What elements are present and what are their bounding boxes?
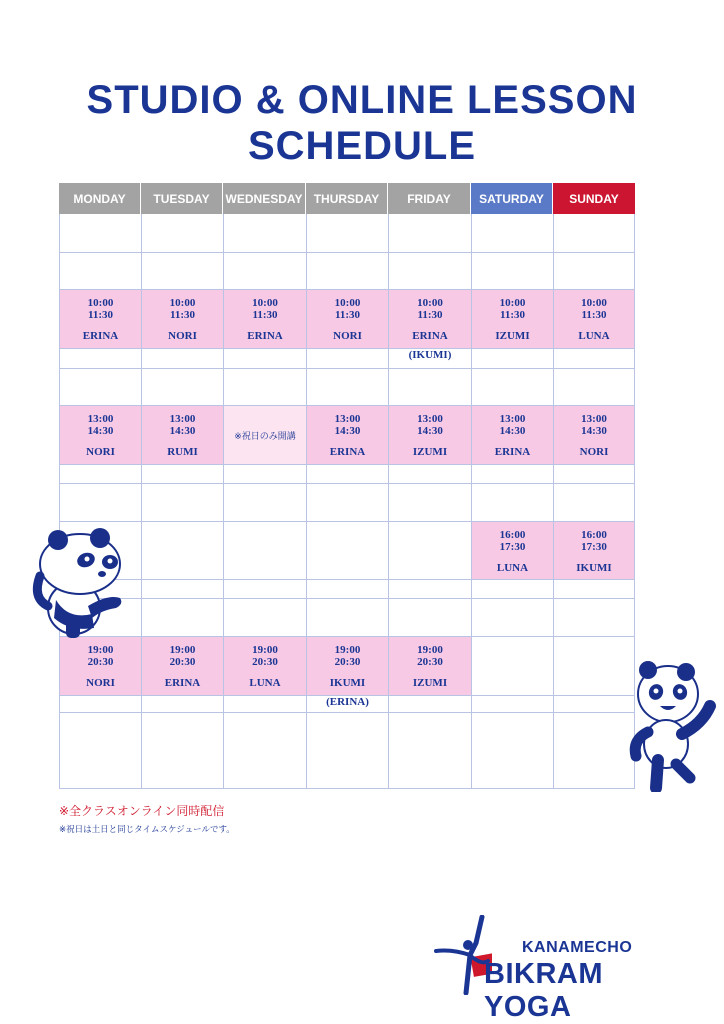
class-slot xyxy=(389,637,471,695)
grid-line xyxy=(59,368,635,369)
slot-instructor: NORI xyxy=(333,330,362,342)
slot-end: 20:30 xyxy=(252,656,278,668)
slot-end: 14:30 xyxy=(581,425,607,437)
slot-end: 14:30 xyxy=(169,425,196,437)
grid-line xyxy=(59,252,635,253)
slot-start: 10:00 xyxy=(87,297,114,309)
day-header-saturday: SATURDAY xyxy=(471,183,553,214)
slot-start: 10:00 xyxy=(169,297,196,309)
slot-end: 11:30 xyxy=(581,309,607,321)
panda-right-icon xyxy=(628,660,724,792)
slot-instructor: ERINA xyxy=(247,330,283,342)
slot-end: 17:30 xyxy=(499,541,526,553)
slot-end: 20:30 xyxy=(169,656,196,668)
slot-instructor: IZUMI xyxy=(412,677,448,689)
class-slot xyxy=(554,290,634,348)
grid-line xyxy=(59,598,635,599)
day-header-tuesday: TUESDAY xyxy=(141,183,223,214)
slot-end: 11:30 xyxy=(87,309,114,321)
slot-start: 19:00 xyxy=(417,644,443,656)
class-slot xyxy=(60,290,141,348)
slot-start: 10:00 xyxy=(417,297,443,309)
class-slot xyxy=(472,522,553,579)
slot-instructor: ERINA xyxy=(494,446,531,458)
slot-instructor: IKUMI xyxy=(576,562,612,574)
panda-left-icon xyxy=(28,528,128,640)
slot-instructor: IZUMI xyxy=(495,330,530,342)
slot-instructor: NORI xyxy=(86,677,115,689)
grid-line xyxy=(59,464,635,465)
class-slot xyxy=(307,406,388,464)
slot-start: 13:00 xyxy=(499,413,526,425)
yoga-pose-icon xyxy=(432,915,492,995)
day-header-monday: MONDAY xyxy=(59,183,141,214)
slot-start: 19:00 xyxy=(87,644,114,656)
schedule-grid xyxy=(59,183,635,789)
slot-instructor: RUMI xyxy=(167,446,198,458)
slot-start: 13:00 xyxy=(334,413,361,425)
substitute-instructor: (IKUMI) xyxy=(408,349,452,361)
slot-instructor: ERINA xyxy=(164,677,201,689)
studio-logo xyxy=(432,915,696,1023)
slot-end: 14:30 xyxy=(417,425,443,437)
slot-end: 11:30 xyxy=(169,309,196,321)
grid-line xyxy=(59,788,635,789)
slot-instructor: NORI xyxy=(168,330,197,342)
page-title: STUDIO & ONLINE LESSON xyxy=(86,78,638,122)
substitute-instructor: (ERINA) xyxy=(326,696,369,708)
slot-start: 19:00 xyxy=(252,644,278,656)
class-slot xyxy=(142,290,223,348)
slot-instructor: LUNA xyxy=(249,677,281,689)
slot-start: 19:00 xyxy=(169,644,196,656)
day-header-friday: FRIDAY xyxy=(388,183,471,214)
class-slot xyxy=(389,290,471,348)
slot-start: 19:00 xyxy=(334,644,361,656)
slot-end: 14:30 xyxy=(87,425,114,437)
grid-line xyxy=(59,483,635,484)
slot-start: 10:00 xyxy=(252,297,278,309)
day-header-thursday: THURSDAY xyxy=(306,183,388,214)
class-slot xyxy=(60,406,141,464)
slot-start: 13:00 xyxy=(87,413,114,425)
slot-end: 14:30 xyxy=(499,425,526,437)
slot-start: 16:00 xyxy=(499,529,526,541)
class-slot xyxy=(554,406,634,464)
holiday-schedule-note: ※祝日は土日と同じタイムスケジュールです。 xyxy=(59,825,235,835)
class-slot xyxy=(472,290,553,348)
class-slot xyxy=(142,406,223,464)
slot-end: 11:30 xyxy=(499,309,526,321)
slot-end: 17:30 xyxy=(581,541,607,553)
slot-end: 14:30 xyxy=(334,425,361,437)
slot-instructor: NORI xyxy=(86,446,115,458)
class-slot xyxy=(224,637,306,695)
class-slot xyxy=(307,637,388,695)
slot-instructor: IKUMI xyxy=(329,677,366,689)
page-title-line2: SCHEDULE xyxy=(247,124,477,168)
slot-instructor: NORI xyxy=(579,446,609,458)
slot-instructor: LUNA xyxy=(496,562,529,574)
grid-line xyxy=(59,712,635,713)
slot-end: 20:30 xyxy=(417,656,443,668)
slot-instructor: ERINA xyxy=(412,330,448,342)
class-slot xyxy=(472,406,553,464)
class-slot xyxy=(554,522,634,579)
holiday-only-note xyxy=(224,406,306,464)
class-slot xyxy=(307,290,388,348)
slot-start: 10:00 xyxy=(581,297,607,309)
day-header-wednesday: WEDNESDAY xyxy=(223,183,306,214)
class-slot xyxy=(60,637,141,695)
slot-start: 13:00 xyxy=(169,413,196,425)
slot-instructor: ERINA xyxy=(82,330,119,342)
grid-line xyxy=(59,348,635,349)
slot-end: 11:30 xyxy=(252,309,278,321)
day-header-sunday: SUNDAY xyxy=(553,183,635,214)
slot-start: 10:00 xyxy=(334,297,361,309)
slot-start: 13:00 xyxy=(417,413,443,425)
slot-instructor: IZUMI xyxy=(412,446,448,458)
slot-instructor: LUNA xyxy=(578,330,610,342)
slot-end: 11:30 xyxy=(417,309,443,321)
class-slot xyxy=(224,290,306,348)
slot-instructor: ERINA xyxy=(329,446,366,458)
class-slot xyxy=(389,406,471,464)
holiday-only-text: ※祝日のみ開講 xyxy=(234,431,296,442)
class-slot xyxy=(142,637,223,695)
online-note: ※全クラスオンライン同時配信 xyxy=(59,804,225,818)
slot-end: 20:30 xyxy=(87,656,114,668)
grid-line xyxy=(59,579,635,580)
slot-end: 20:30 xyxy=(334,656,361,668)
logo-bikram-yoga: BIKRAM YOGA xyxy=(484,958,603,1023)
slot-start: 16:00 xyxy=(581,529,607,541)
slot-end: 11:30 xyxy=(334,309,361,321)
logo-kanamecho: KANAMECHO xyxy=(522,939,633,956)
slot-start: 10:00 xyxy=(499,297,526,309)
slot-start: 13:00 xyxy=(581,413,607,425)
